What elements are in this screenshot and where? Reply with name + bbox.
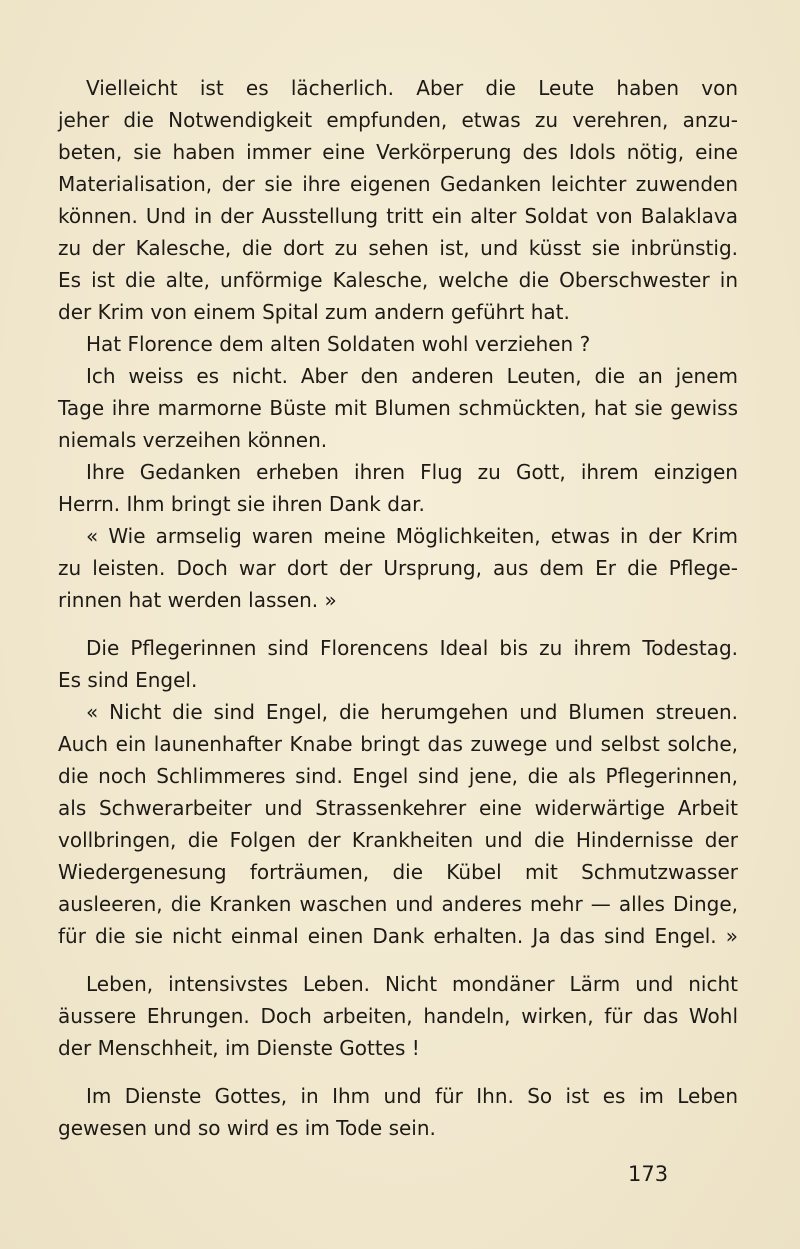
text-line: Ich weiss es nicht. Aber den anderen Leuten, die an jenem bbox=[86, 364, 738, 388]
paragraph-gap bbox=[58, 952, 738, 968]
text-line: Tage ihre marmorne Büste mit Blumen schmückten, hat sie gewiss bbox=[58, 396, 738, 420]
text-line: der Menschheit, im Dienste Gottes ! bbox=[58, 1036, 420, 1060]
text-line: Materialisation, der sie ihre eigenen Gedanken leichter zuwenden bbox=[58, 172, 738, 196]
text-line: rinnen hat werden lassen. » bbox=[58, 588, 337, 612]
text-line: « Nicht die sind Engel, die herumgehen und Blumen streuen. bbox=[86, 700, 738, 724]
text-line: die noch Schlimmeres sind. Engel sind jene, die als Pflegerinnen, bbox=[58, 764, 738, 788]
text-line: Vielleicht ist es lächerlich. Aber die Leute haben von bbox=[86, 76, 738, 100]
text-line: für die sie nicht einmal einen Dank erhalten. Ja das sind Engel. » bbox=[58, 924, 738, 948]
text-line: Die Pflegerinnen sind Florencens Ideal bis zu ihrem Todestag. bbox=[86, 636, 738, 660]
text-line: zu der Kalesche, die dort zu sehen ist, und küsst sie inbrünstig. bbox=[58, 236, 738, 260]
text-line: vollbringen, die Folgen der Krankheiten und die Hindernisse der bbox=[58, 828, 738, 852]
text-line: äussere Ehrungen. Doch arbeiten, handeln, wirken, für das Wohl bbox=[58, 1004, 738, 1028]
body-text bbox=[58, 72, 738, 1144]
text-line: Es ist die alte, unförmige Kalesche, welche die Oberschwester in bbox=[58, 268, 738, 292]
text-line: Auch ein launenhafter Knabe bringt das zuwege und selbst solche, bbox=[58, 732, 738, 756]
page-number: 173 bbox=[628, 1162, 669, 1186]
text-line: Herrn. Ihm bringt sie ihren Dank dar. bbox=[58, 492, 425, 516]
text-line: Im Dienste Gottes, in Ihm und für Ihn. So ist es im Leben bbox=[86, 1084, 738, 1108]
text-line: Leben, intensivstes Leben. Nicht mondäner Lärm und nicht bbox=[86, 972, 738, 996]
paragraph-gap bbox=[58, 1064, 738, 1080]
text-line: « Wie armselig waren meine Möglichkeiten, etwas in der Krim bbox=[86, 524, 738, 548]
text-line: Es sind Engel. bbox=[58, 668, 198, 692]
text-line: zu leisten. Doch war dort der Ursprung, aus dem Er die Pflege- bbox=[58, 556, 738, 580]
paragraph-gap bbox=[58, 616, 738, 632]
text-line: Ihre Gedanken erheben ihren Flug zu Gott, ihrem einzigen bbox=[86, 460, 738, 484]
text-line: beten, sie haben immer eine Verkörperung des Idols nötig, eine bbox=[58, 140, 738, 164]
text-line: Wiedergenesung forträumen, die Kübel mit Schmutzwasser bbox=[58, 860, 738, 884]
text-line: als Schwerarbeiter und Strassenkehrer eine widerwärtige Arbeit bbox=[58, 796, 738, 820]
text-line: der Krim von einem Spital zum andern geführt hat. bbox=[58, 300, 570, 324]
text-line: niemals verzeihen können. bbox=[58, 428, 328, 452]
text-line: Hat Florence dem alten Soldaten wohl verziehen ? bbox=[86, 332, 591, 356]
text-line: können. Und in der Ausstellung tritt ein alter Soldat von Balaklava bbox=[58, 204, 738, 228]
text-line: gewesen und so wird es im Tode sein. bbox=[58, 1116, 436, 1140]
text-line: jeher die Notwendigkeit empfunden, etwas zu verehren, anzu- bbox=[58, 108, 738, 132]
text-line: ausleeren, die Kranken waschen und anderes mehr — alles Dinge, bbox=[58, 892, 738, 916]
